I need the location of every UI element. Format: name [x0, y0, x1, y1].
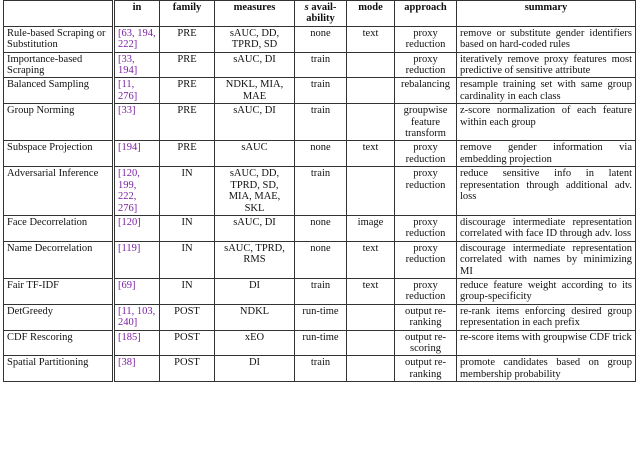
- cell-mode: [347, 330, 395, 356]
- cell-approach: output re-ranking: [395, 356, 457, 382]
- cell-summary: iteratively remove proxy features most predictive of sensitive attribute: [457, 52, 636, 78]
- cell-mode: [347, 52, 395, 78]
- cell-mode: text: [347, 241, 395, 278]
- cell-summary: discourage intermediate representation correlated with names by minimizing MI: [457, 241, 636, 278]
- cell-measures: NDKL, MIA, MAE: [215, 78, 295, 104]
- cell-family: POST: [160, 304, 215, 330]
- cell-approach: proxy reduction: [395, 26, 457, 52]
- citation-link[interactable]: [33, 194]: [118, 53, 138, 77]
- table-row: [4, 330, 636, 356]
- table-row: [4, 78, 636, 104]
- citation-link[interactable]: [38]: [118, 357, 136, 369]
- cell-availability: none: [295, 141, 347, 167]
- header-summary: summary: [457, 1, 636, 27]
- citation-link[interactable]: [185]: [118, 331, 141, 343]
- cell-summary: promote candidates based on group membership probability: [457, 356, 636, 382]
- cell-citations: [114, 241, 160, 278]
- cell-family: POST: [160, 330, 215, 356]
- table-row: [4, 304, 636, 330]
- citation-link[interactable]: [11, 276]: [118, 79, 138, 102]
- cell-citations: [114, 26, 160, 52]
- cell-mode: image: [347, 215, 395, 241]
- table-row: [4, 104, 636, 141]
- cell-measures: sAUC, TPRD, RMS: [215, 241, 295, 278]
- cell-measures: DI: [215, 278, 295, 304]
- cell-citations: [114, 104, 160, 141]
- citation-link[interactable]: [33]: [118, 105, 136, 117]
- cell-method: Rule-based Scraping or Substitution: [4, 26, 114, 52]
- cell-family: IN: [160, 215, 215, 241]
- cell-citations: [114, 52, 160, 78]
- cell-method: Spatial Partitioning: [4, 356, 114, 382]
- cell-measures: sAUC, DI: [215, 52, 295, 78]
- cell-mode: [347, 356, 395, 382]
- cell-method: DetGreedy: [4, 304, 114, 330]
- cell-family: PRE: [160, 78, 215, 104]
- cell-availability: none: [295, 215, 347, 241]
- cell-citations: [114, 330, 160, 356]
- table-row: [4, 356, 636, 382]
- cell-family: PRE: [160, 26, 215, 52]
- citation-link[interactable]: [120]: [118, 216, 141, 228]
- cell-availability: train: [295, 78, 347, 104]
- cell-summary: reduce sensitive info in latent representation through additional adv. loss: [457, 167, 636, 216]
- cell-summary: resample training set with same group cardinality in each class: [457, 78, 636, 104]
- cell-family: PRE: [160, 141, 215, 167]
- table-row: [4, 278, 636, 304]
- cell-measures: sAUC, DD, TPRD, SD, MIA, MAE, SKL: [215, 167, 295, 216]
- cell-summary: re-rank items enforcing desired group representation in each prefix: [457, 304, 636, 330]
- cell-availability: none: [295, 241, 347, 278]
- table-row: [4, 241, 636, 278]
- cell-mode: text: [347, 278, 395, 304]
- cell-measures: xEO: [215, 330, 295, 356]
- citation-link[interactable]: [69]: [118, 279, 136, 291]
- cell-measures: NDKL: [215, 304, 295, 330]
- cell-availability: train: [295, 104, 347, 141]
- cell-mode: [347, 304, 395, 330]
- cell-availability: train: [295, 356, 347, 382]
- citation-link[interactable]: [11, 103, 240]: [118, 305, 156, 329]
- cell-citations: [114, 356, 160, 382]
- header-measures: measures: [215, 1, 295, 27]
- cell-approach: proxy reduction: [395, 52, 457, 78]
- cell-method: Balanced Sampling: [4, 78, 114, 104]
- cell-mode: [347, 167, 395, 216]
- header-s-symbol: s: [304, 2, 309, 13]
- cell-method: Face Decorrelation: [4, 215, 114, 241]
- table-row: [4, 26, 636, 52]
- citation-link[interactable]: [63, 194, 222]: [118, 27, 156, 51]
- cell-approach: proxy reduction: [395, 215, 457, 241]
- cell-summary: z-score normalization of each feature within each group: [457, 104, 636, 141]
- cell-method: Name Decorrelation: [4, 241, 114, 278]
- cell-summary: reduce feature weight according to its group-specificity: [457, 278, 636, 304]
- header-method: [4, 1, 114, 27]
- cell-citations: [114, 141, 160, 167]
- cell-citations: [114, 167, 160, 216]
- header-row: [4, 1, 636, 27]
- cell-method: CDF Rescoring: [4, 330, 114, 356]
- cell-summary: re-score items with groupwise CDF trick: [457, 330, 636, 356]
- cell-availability: train: [295, 167, 347, 216]
- cell-availability: none: [295, 26, 347, 52]
- cell-summary: remove gender information via embedding projection: [457, 141, 636, 167]
- cell-approach: output re-scoring: [395, 330, 457, 356]
- cell-mode: [347, 78, 395, 104]
- header-approach: approach: [395, 1, 457, 27]
- cell-family: PRE: [160, 52, 215, 78]
- cell-approach: output re-ranking: [395, 304, 457, 330]
- citation-link[interactable]: [194]: [118, 142, 141, 154]
- cell-family: IN: [160, 241, 215, 278]
- cell-availability: run-time: [295, 330, 347, 356]
- cell-approach: groupwise feature transform: [395, 104, 457, 141]
- cell-summary: remove or substitute gender identifiers based on hard-coded rules: [457, 26, 636, 52]
- cell-measures: sAUC: [215, 141, 295, 167]
- header-mode: mode: [347, 1, 395, 27]
- cell-measures: DI: [215, 356, 295, 382]
- methods-table: [3, 0, 636, 382]
- cell-family: IN: [160, 167, 215, 216]
- cell-approach: proxy reduction: [395, 278, 457, 304]
- cell-approach: proxy reduction: [395, 241, 457, 278]
- cell-citations: [114, 215, 160, 241]
- cell-method: Adversarial Inference: [4, 167, 114, 216]
- citation-link[interactable]: [120, 199, 222, 276]: [118, 168, 140, 214]
- cell-availability: train: [295, 278, 347, 304]
- cell-method: Fair TF-IDF: [4, 278, 114, 304]
- table-row: [4, 141, 636, 167]
- cell-family: IN: [160, 278, 215, 304]
- cell-family: POST: [160, 356, 215, 382]
- cell-availability: run-time: [295, 304, 347, 330]
- cell-mode: [347, 104, 395, 141]
- cell-summary: discourage intermediate representation correlated with face ID through adv. loss: [457, 215, 636, 241]
- cell-citations: [114, 304, 160, 330]
- table-row: [4, 215, 636, 241]
- cell-measures: sAUC, DI: [215, 104, 295, 141]
- cell-availability: train: [295, 52, 347, 78]
- cell-mode: text: [347, 141, 395, 167]
- cell-method: Group Norming: [4, 104, 114, 141]
- citation-link[interactable]: [119]: [118, 242, 141, 254]
- cell-citations: [114, 278, 160, 304]
- header-availability-text: avail-ability: [306, 2, 337, 25]
- header-family: family: [160, 1, 215, 27]
- cell-measures: sAUC, DI: [215, 215, 295, 241]
- cell-family: PRE: [160, 104, 215, 141]
- cell-approach: proxy reduction: [395, 141, 457, 167]
- cell-citations: [114, 78, 160, 104]
- table-row: [4, 52, 636, 78]
- cell-measures: sAUC, DD, TPRD, SD: [215, 26, 295, 52]
- cell-approach: rebalancing: [395, 78, 457, 104]
- header-availability: [295, 1, 347, 27]
- table-row: [4, 167, 636, 216]
- cell-mode: text: [347, 26, 395, 52]
- table-body: [4, 26, 636, 381]
- cell-method: Subspace Projection: [4, 141, 114, 167]
- cell-method: Importance-based Scraping: [4, 52, 114, 78]
- cell-approach: proxy reduction: [395, 167, 457, 216]
- header-in: in: [114, 1, 160, 27]
